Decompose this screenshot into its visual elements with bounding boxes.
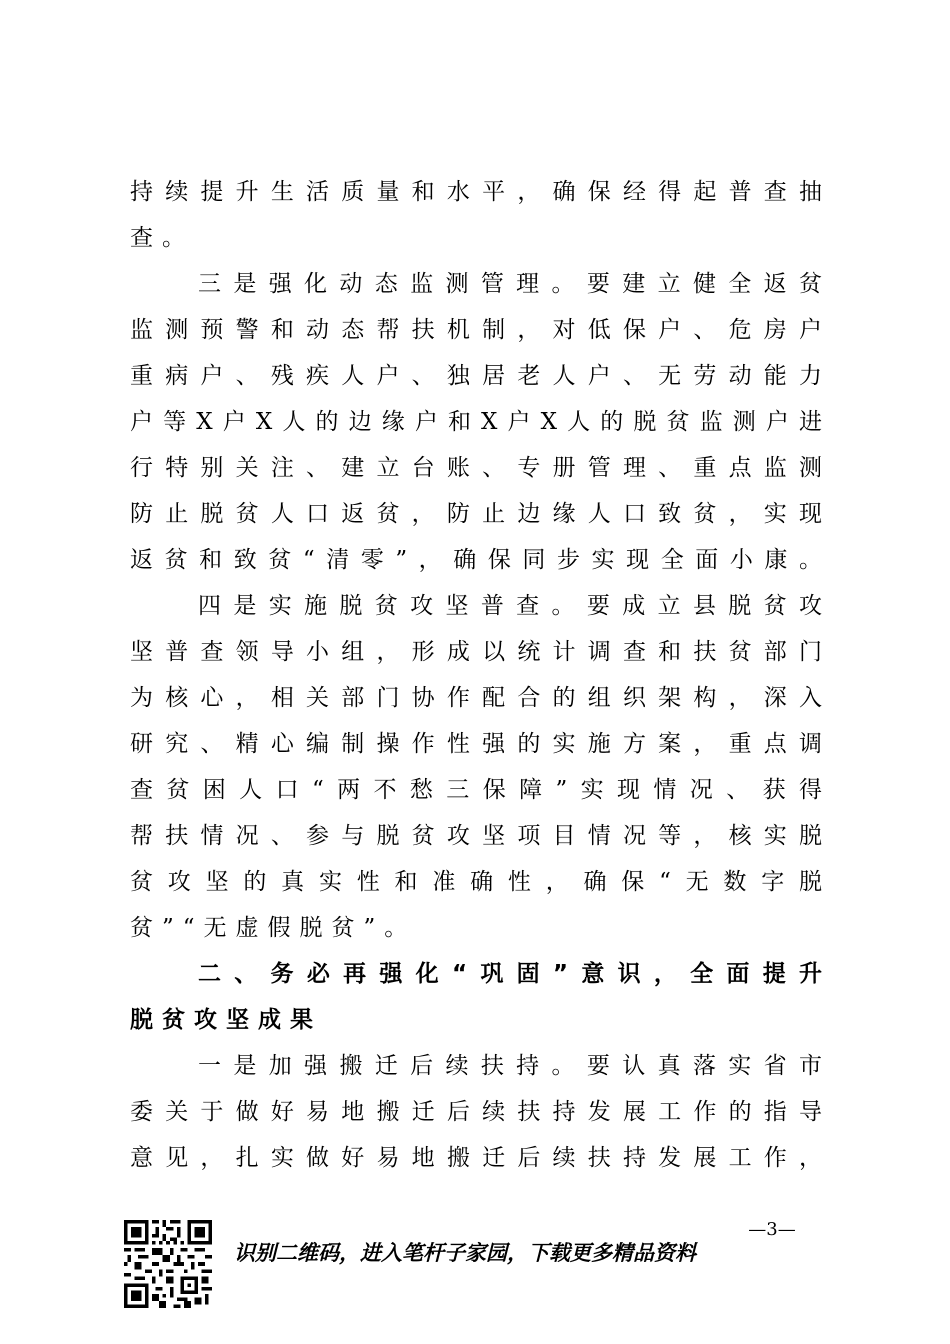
body-line: 四是实施脱贫攻坚普查。要成立县脱贫攻 xyxy=(198,593,822,619)
section-heading: 脱贫攻坚成果 xyxy=(130,1007,322,1033)
body-line: 查贫困人口“两不愁三保障”实现情况、获得 xyxy=(130,777,822,803)
body-line: 户等X户X人的边缘户和X户X人的脱贫监测户进 xyxy=(130,409,822,435)
body-line: 防止脱贫人口返贫，防止边缘人口致贫，实现 xyxy=(130,501,822,527)
body-line: 一是加强搬迁后续扶持。要认真落实省市 xyxy=(198,1053,822,1079)
body-line: 委关于做好易地搬迁后续扶持发展工作的指导 xyxy=(130,1099,822,1125)
body-line: 持续提升生活质量和水平，确保经得起普查抽 xyxy=(130,179,822,205)
body-line: 行特别关注、建立台账、专册管理、重点监测 xyxy=(130,455,822,481)
footer-promo-text: 识别二维码，进入笔杆子家园，下载更多精品资料 xyxy=(234,1240,696,1265)
body-line: 贫攻坚的真实性和准确性，确保“无数字脱 xyxy=(130,869,822,895)
body-line: 贫”“无虚假脱贫”。 xyxy=(130,915,417,941)
body-line: 三是强化动态监测管理。要建立健全返贫 xyxy=(198,271,822,297)
body-line: 研究、精心编制操作性强的实施方案，重点调 xyxy=(130,731,822,757)
body-line: 监测预警和动态帮扶机制，对低保户、危房户 xyxy=(130,317,822,343)
section-heading: 二、务必再强化“巩固”意识，全面提升 xyxy=(198,961,822,987)
page-number: —3— xyxy=(748,1219,796,1240)
body-line: 查。 xyxy=(130,225,194,251)
qr-code-icon xyxy=(124,1220,212,1308)
body-line: 为核心，相关部门协作配合的组织架构，深入 xyxy=(130,685,822,711)
body-line: 返贫和致贫“清零”，确保同步实现全面小康。 xyxy=(130,547,822,573)
body-line: 意见，扎实做好易地搬迁后续扶持发展工作， xyxy=(130,1145,822,1171)
body-line: 帮扶情况、参与脱贫攻坚项目情况等，核实脱 xyxy=(130,823,822,849)
body-line: 重病户、残疾人户、独居老人户、无劳动能力 xyxy=(130,363,822,389)
body-line: 坚普查领导小组，形成以统计调查和扶贫部门 xyxy=(130,639,822,665)
